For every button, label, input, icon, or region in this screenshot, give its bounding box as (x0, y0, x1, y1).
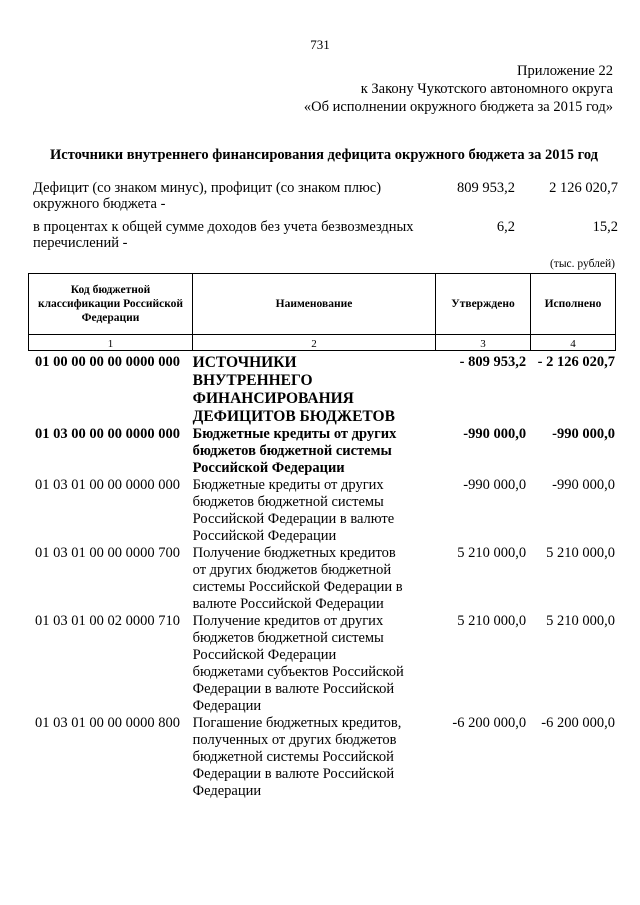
header-code: Код бюджетной классификации Российской Федерации (29, 274, 193, 335)
row-code: 01 03 01 00 00 0000 000 (35, 477, 180, 493)
appendix-heading (304, 62, 613, 116)
row-executed: - 2 126 020,7 (537, 354, 615, 370)
table-row (35, 545, 615, 613)
header-approved: Утверждено (436, 274, 531, 335)
column-number: 2 (193, 335, 436, 351)
table-row (35, 477, 615, 545)
row-executed: -990 000,0 (552, 477, 615, 493)
row-name: Получение кредитов от других бюджетов бюджетной системы Российской Федерации бюджетами субъектов Российской Федерации в валюте Российской Федерации (192, 613, 404, 714)
row-executed: 5 210 000,0 (546, 545, 615, 561)
units-note: (тыс. рублей) (549, 258, 615, 270)
deficit-summary (33, 180, 618, 258)
row-approved: 5 210 000,0 (457, 613, 527, 629)
row-code: 01 03 01 00 00 0000 700 (35, 545, 180, 561)
column-number: 3 (436, 335, 531, 351)
document-title: Источники внутреннего финансирования дефицита окружного бюджета за 2015 год (49, 147, 599, 163)
summary-executed: 2 126 020,7 (549, 180, 618, 196)
summary-executed: 15,2 (592, 219, 618, 235)
column-number-row (29, 335, 616, 351)
table-row (35, 354, 615, 426)
summary-label: в процентах к общей сумме доходов без учета безвозмездных перечислений - (33, 219, 414, 251)
page-number: 731 (310, 37, 330, 52)
table-header (28, 273, 616, 351)
row-approved: -6 200 000,0 (452, 715, 527, 731)
row-approved: -990 000,0 (463, 477, 527, 493)
row-name: Получение бюджетных кредитов от других бюджетов бюджетной системы Российской Федерации в валюте Российской Федерации (192, 545, 403, 612)
column-number: 1 (29, 335, 193, 351)
table-body (35, 354, 615, 800)
column-number: 4 (531, 335, 616, 351)
row-approved: 5 210 000,0 (457, 545, 527, 561)
appendix-line: к Закону Чукотского автономного округа (360, 81, 613, 97)
table-row (35, 715, 615, 800)
appendix-line: «Об исполнении окружного бюджета за 2015 год» (303, 99, 613, 115)
summary-row (33, 219, 618, 258)
table-row (35, 426, 615, 477)
summary-row (33, 180, 618, 219)
summary-label: Дефицит (со знаком минус), профицит (со знаком плюс) окружного бюджета - (33, 180, 382, 212)
row-code: 01 03 01 00 00 0000 800 (35, 715, 180, 731)
header-executed: Исполнено (531, 274, 616, 335)
header-row (29, 274, 616, 335)
row-executed: -6 200 000,0 (541, 715, 615, 731)
row-name: Бюджетные кредиты от других бюджетов бюджетной системы Российской Федерации (192, 426, 397, 476)
appendix-line: Приложение 22 (517, 63, 613, 79)
table-row (35, 613, 615, 715)
row-approved: -990 000,0 (463, 426, 527, 442)
summary-approved: 809 953,2 (457, 180, 515, 196)
row-name: Бюджетные кредиты от других бюджетов бюджетной системы Российской Федерации в валюте Российской Федерации (192, 477, 395, 544)
row-executed: -990 000,0 (552, 426, 615, 442)
row-name: Погашение бюджетных кредитов, полученных от других бюджетов бюджетной системы Российской Федерации в валюте Российской Федерации (192, 715, 402, 799)
row-executed: 5 210 000,0 (546, 613, 615, 629)
row-code: 01 03 01 00 02 0000 710 (35, 613, 180, 629)
row-approved: - 809 953,2 (459, 354, 527, 370)
row-name: ИСТОЧНИКИ ВНУТРЕННЕГО ФИНАНСИРОВАНИЯ ДЕФИЦИТОВ БЮДЖЕТОВ (192, 354, 395, 425)
row-code: 01 03 00 00 00 0000 000 (35, 426, 180, 442)
header-name: Наименование (193, 274, 436, 335)
row-code: 01 00 00 00 00 0000 000 (35, 354, 180, 370)
summary-approved: 6,2 (496, 219, 515, 235)
